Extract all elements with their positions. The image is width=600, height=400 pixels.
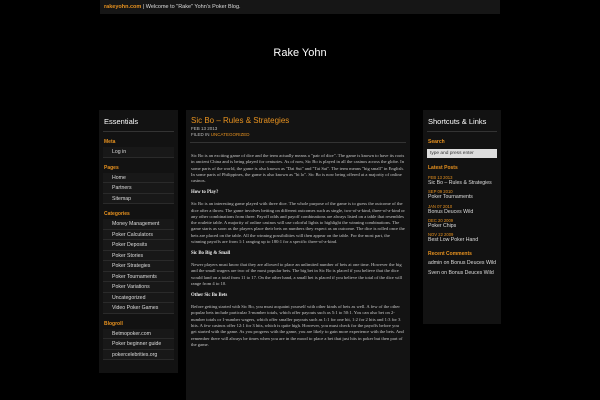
category-link[interactable]: Poker Variations [103, 282, 174, 293]
latest-post-date: SEP 09 2010 [428, 189, 453, 195]
blogroll-link[interactable]: Betmopoker.com [103, 329, 174, 340]
blogroll-heading: Blogroll [104, 320, 123, 327]
shortcuts-heading: Shortcuts & Links [428, 117, 487, 126]
category-link[interactable]: Uncategorized [103, 293, 174, 304]
blogroll-link[interactable]: pokercelebrities.org [103, 350, 174, 361]
top-bar: rakeyohn.com | Welcome to "Rake" Yohn's Poker Blog. [100, 0, 500, 14]
post-title[interactable]: Sic Bo – Rules & Strategies [191, 116, 290, 125]
page-link-sitemap[interactable]: Sitemap [103, 194, 174, 205]
categories-heading: Categories [104, 211, 130, 217]
post-subheading: How to Play? [191, 190, 219, 196]
latest-post-date: DEC 20 2009 [428, 217, 454, 223]
page-link-partners[interactable]: Partners [103, 183, 174, 194]
category-link[interactable]: Poker Calculators [103, 230, 174, 241]
post-column [186, 110, 410, 400]
category-link[interactable]: Poker Strategies [103, 261, 174, 272]
recent-comment-link[interactable]: Sven on Bonus Deuces Wild [428, 269, 494, 276]
post-paragraph: Sic Bo is an interesting game played with three dice. The whole purpose of the game is to guess the outcome of the dice after a throw. The game involves betting on different outcomes such as single, two-of-a-kind, three-of-a-kind or any other combinations from three. Payoff odds and payoff combinations are always listed on a table that resembles the roulette table. A majority of online casinos will use colorful lights to highlight the winning combinations. The game starts as soon as the players place their bets on numbers they expect as an outcome. The dice is rolled once the bets are placed on the table. All the winning possibilities will then appear on the table. For the most part, the winning payoffs are from 1:1 ranging up to 180:1 for a specific three-of-a-kind. [191, 201, 405, 245]
post-body [186, 153, 410, 348]
post-subheading: Other Sic Bo Bets [191, 293, 228, 299]
latest-post-link[interactable]: Sic Bo – Rules & Strategies [428, 180, 492, 186]
blog-title[interactable]: Rake Yohn [273, 47, 327, 59]
right-sidebar [423, 110, 501, 324]
welcome-text: Welcome to "Rake" Yohn's Poker Blog. [145, 4, 241, 10]
category-link[interactable]: Money Management [103, 219, 174, 230]
latest-post-date: FEB 13 2013 [428, 175, 453, 180]
latest-post-link[interactable]: Poker Chips [428, 222, 457, 229]
category-link[interactable]: Video Poker Games [103, 303, 174, 314]
category-link[interactable]: Poker Stories [103, 251, 174, 262]
meta-item-login[interactable]: Log in [103, 147, 174, 158]
post-date: FEB 13 2013 [191, 126, 218, 131]
essentials-heading: Essentials [104, 117, 139, 126]
recent-comment-link[interactable]: admin on Bonus Deuces Wild [428, 260, 497, 267]
post-paragraph: Sic Bo is an exciting game of dice and the term actually means a "pair of dice". The game is known to have its roots in ancient China and is being played for centuries. As of now, Sic Bo is played in all the casinos across the globe. In some parts of the world, the game is also known as "Dai Sui" and "Tai Sai". The term means "big small" in English. In some parts of Philippines, the game is also known as "hi lo". Sic Bo is now being offered at a majority of online casinos. [191, 153, 405, 184]
latest-post-link[interactable]: Bonus Deuces Wild [428, 208, 474, 215]
search-input[interactable]: type and press enter [427, 149, 497, 158]
post-subheading: Sic Bo Big & Small [191, 251, 231, 257]
meta-heading: Meta [104, 139, 116, 145]
category-link[interactable]: Poker Tournaments [103, 272, 174, 283]
pages-heading: Pages [104, 164, 119, 171]
latest-posts-heading: Latest Posts [428, 165, 458, 171]
post-category-link[interactable]: UNCATEGORIZED [210, 132, 250, 137]
latest-post-date: JAN 07 2010 [428, 203, 453, 209]
divider [190, 142, 406, 143]
filed-label: FILED IN [191, 132, 210, 137]
category-link[interactable]: Poker Deposits [103, 240, 174, 251]
blogroll-link[interactable]: Poker beginner guide [103, 339, 174, 350]
post-filed [186, 132, 410, 138]
latest-post-date: NOV 22 2009 [428, 232, 454, 238]
search-heading: Search [428, 139, 445, 145]
site-link[interactable]: rakeyohn.com [104, 4, 142, 10]
post-paragraph: Before getting started with Sic Bo, you must acquaint yourself with other kinds of bets as well. A few of the other popular bets include particular 3-number totals, which offer payouts such as 5:1 to 50:1. You can also bet on 2-number totals or 1-number wagers, which offer smaller payouts such as 1:1 for one hit, 1:2 for 2 hits and 1:3 for 3 hits. A few casinos offer 12:1 for 3 hits, which is quite high. However, you must check for the payoffs before you get started with the game. As you progress with the game, you are likely to gain more experience with the bets. And remember there will always be times when you are in the mood to place a bet that just hits in poker but then part of the game. [191, 304, 404, 347]
left-sidebar [99, 110, 178, 373]
latest-post-link[interactable]: Poker Tournaments [428, 194, 473, 201]
recent-comments-heading: Recent Comments [428, 251, 472, 258]
page-link-home[interactable]: Home [103, 173, 174, 184]
post-paragraph: Newer players must know that they are allowed to place an unlimited number of bets at one time. However the big and the small wagers are two of the most popular bets. The big bet in Sic Bo is placed if you believe that the dice would land on a total from 11 to 17. On the other hand, a small bet is placed if you believe the total of the dice will range from 4 to 10. [191, 262, 403, 287]
latest-post-link[interactable]: Best Low Poker Hand [428, 237, 479, 244]
